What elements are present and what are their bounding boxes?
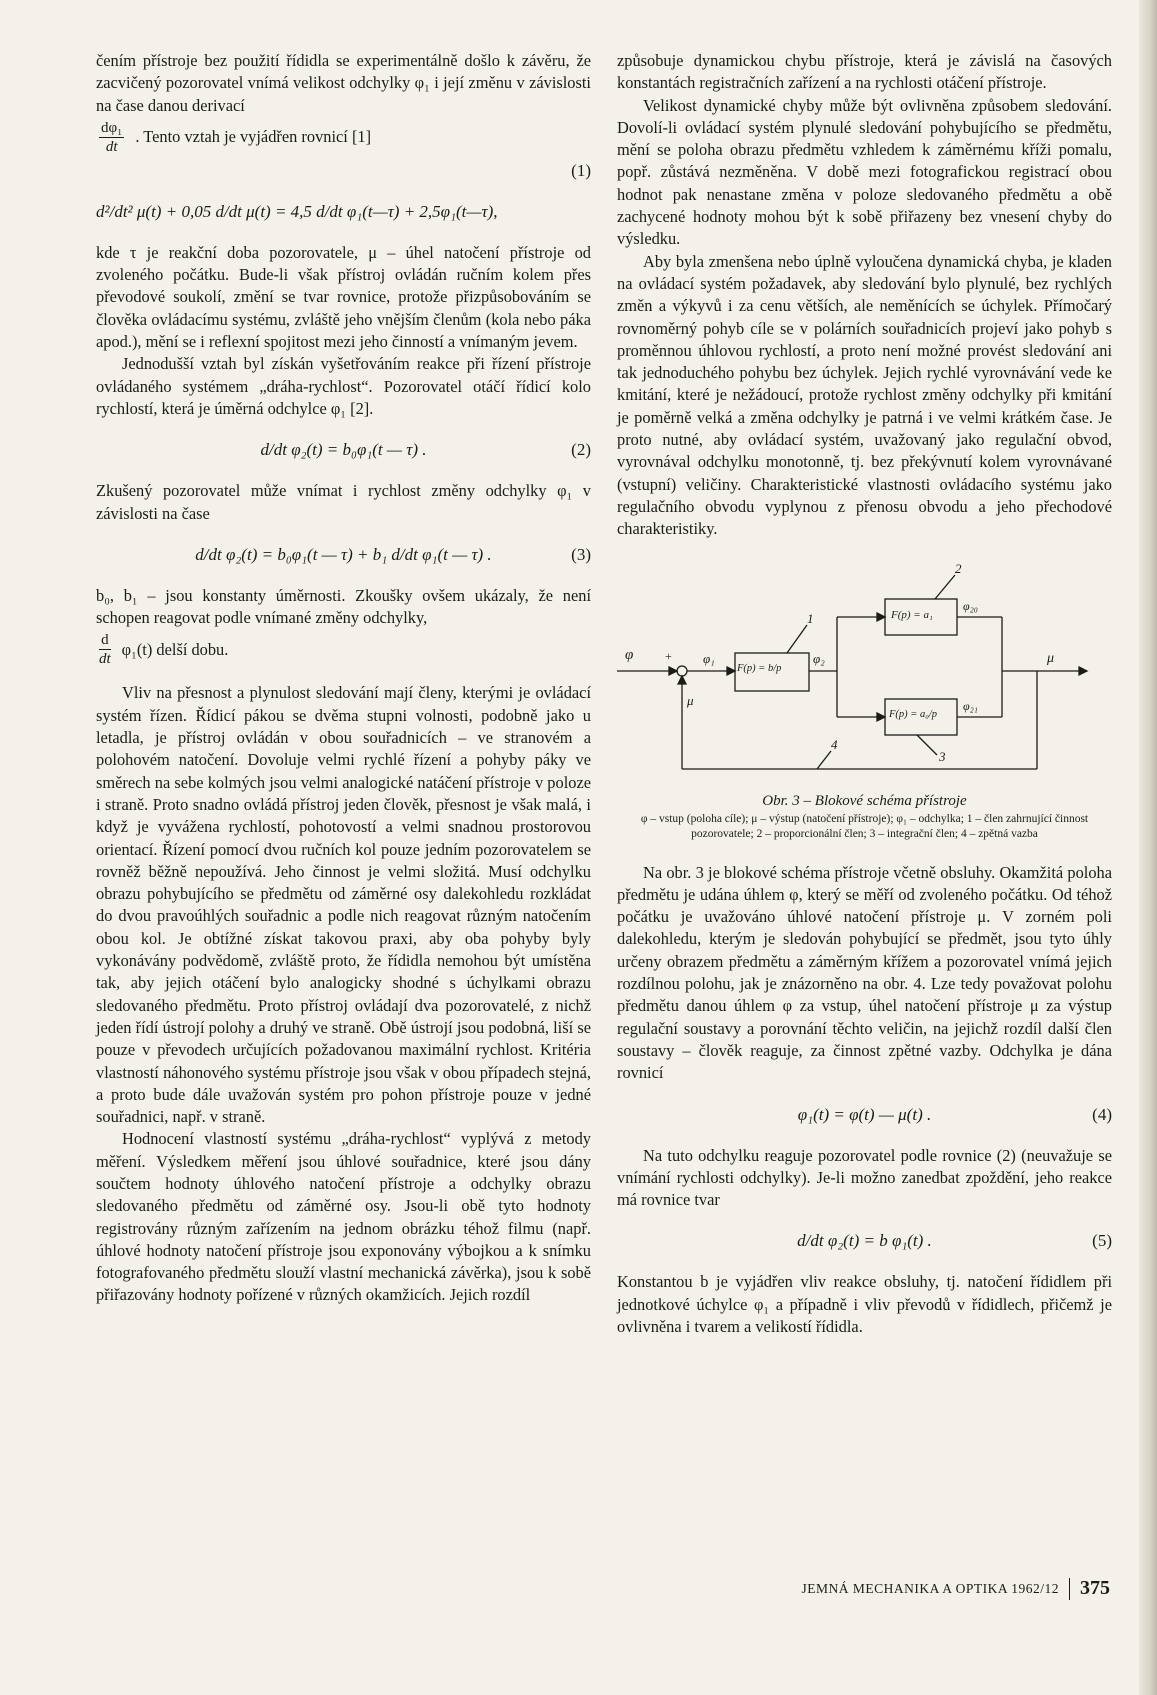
equation-number: (2): [571, 440, 591, 460]
equation-4: [617, 1091, 1112, 1139]
signal-label: φ₂₁: [963, 698, 978, 713]
summing-sign: +: [665, 648, 672, 663]
input-label: φ: [625, 646, 634, 663]
equation-number: (4): [1092, 1104, 1112, 1124]
block-diagram: [617, 559, 1112, 789]
callout-number: 4: [831, 736, 838, 752]
derivative-line: [96, 119, 591, 156]
equation-number: (5): [1092, 1231, 1112, 1251]
fraction: [99, 631, 111, 668]
equation-number: (1): [571, 160, 591, 180]
fraction-denominator: dt: [99, 651, 111, 668]
paragraph: Velikost dynamické chyby může být ovlivněna způsobem sledování. Dovolí-li ovládací systém plynulé sledování pohybujícího se předmětu, mění se poloha obrazu předmětu vzhledem k záměrnému kříži pomalu, popř. zůstává nezměněna. V době mezi fotografickou registrací obou hodnot pak nenastane změna v poloze sledovaného předmětu a obě zachycené hodnoty mohou být k sobě přiřazeny bez vnesení chyby do výsledku.: [617, 95, 1112, 249]
observer-block-label: F(p) = b/p: [737, 662, 782, 674]
block-diagram-figure: [617, 559, 1112, 789]
page-footer: [780, 1577, 1110, 1600]
proportional-block-label: F(p) = a₁: [891, 608, 933, 621]
callout-number: 1: [807, 610, 814, 626]
callout-number: 2: [955, 560, 962, 576]
paragraph: Konstantou b je vyjádřen vliv reakce obsluhy, tj. natočení řídidlem při jednotkové úchylce φ₁ a případně i vliv převodů v řídidlech, přičemž je ovlivněna i tvarem a velikostí řídidla.: [617, 1272, 1112, 1336]
equation-number-row: [96, 160, 591, 182]
paragraph: Na obr. 3 je blokové schéma přístroje včetně obsluhy. Okamžitá poloha předmětu je udána úhlem φ, který se měří od zvoleného počátku. Od téhož počátku je uvažováno úhlové natočení přístroje μ. V zorném poli dalekohledu, kterým je sledován pohybující se předmět, jsou tyto úhly určeny obrazem předmětu a záměrným křížem a pozorovatel vnímá jejich rozdílnou polohu, jak je znázorněno na obr. 4. Lze tedy považovat polohu předmětu danou úhlem φ za vstup, úhel natočení přístroje μ za výstup regulační soustavy a porovnání těchto veličin, na jejichž rozdíl další člen soustavy – člověk reaguje, za činnost zpětné vazby. Odchylka je dána rovnicí: [617, 862, 1112, 1083]
paragraph: kde τ je reakční doba pozorovatele, μ – úhel natočení přístroje od zvoleného počátku. Bude-li však přístroj ovládán ručním kolem přes převodové soukolí, změní se tvar rovnice, protože přizpůsobováním se člověka ovládacímu systému, zvláště jeho vnějším členům (kola nebo páka apod.), mění se i reflexní spojitost mezi jeho činností a vnímaným jevem.: [96, 242, 591, 352]
signal-label: φ₂₀: [963, 598, 978, 613]
integral-block-label: F(p) = a₀/p: [889, 708, 938, 720]
fraction: [99, 119, 124, 156]
fraction-numerator: dφ₁: [101, 119, 123, 136]
sentence-text: φ₁(t) delší dobu.: [121, 639, 229, 659]
error-label: φ₁: [703, 650, 715, 666]
fraction-denominator: dt: [105, 138, 118, 155]
paragraph: Zkušený pozorovatel může vnímat i rychlost změny odchylky φ₁ v závislosti na čase: [96, 481, 591, 523]
equation-text: φ₁(t) = φ(t) — μ(t) .: [797, 1104, 932, 1124]
left-column: [96, 50, 591, 1307]
right-column: [617, 50, 1112, 1338]
page-number: 375: [1080, 1577, 1110, 1599]
equation-text: d²/dt² μ(t) + 0,05 d/dt μ(t) = 4,5 d/dt φ₁(t—τ) + 2,5φ₁(t—τ),: [96, 201, 498, 221]
paragraph: Na tuto odchylku reaguje pozorovatel podle rovnice (2) (neuvažuje se vnímání rychlosti odchylky). Je-li možno zanedbat zpoždění, jeho reakce má rovnice tvar: [617, 1145, 1112, 1210]
callout-number: 3: [939, 748, 946, 764]
footer-divider: [1069, 1578, 1070, 1600]
paragraph: čením přístroje bez použití řídidla se experimentálně došlo k závěru, že zacvičený pozorovatel vnímá velikost odchylky φ₁ i její změnu v závislosti na čase danou derivací: [96, 51, 591, 115]
sentence-text: . Tento vztah je vyjádřen rovnicí [1]: [135, 127, 372, 147]
paragraph: b₀, b₁ – jsou konstanty úměrnosti. Zkoušky ovšem ukázaly, že není schopen reagovat podle vnímané změny odchylky,: [96, 585, 591, 628]
feedback-label: μ: [687, 692, 694, 708]
equation-text: d/dt φ₂(t) = b₀φ₁(t — τ) .: [260, 440, 427, 460]
figure-caption-title: Obr. 3 – Blokové schéma přístroje: [762, 792, 967, 809]
equation-1: [96, 188, 591, 236]
journal-title: JEMNÁ MECHANIKA A OPTIKA 1962/12: [801, 1580, 1059, 1596]
paragraph: Hodnocení vlastností systému „dráha-rychlost“ vyplývá z metody měření. Výsledkem měření jsou úhlové souřadnice, které jsou dány součtem hodnoty úhlového natočení přístroje a odchylky obrazu sledovaného předmětu od záměrné osy. Jsou-li obě tyto hodnoty registrovány různým zařízením na jednom obrázku téhož filmu (např. úhlové hodnoty natočení přístroje jsou exponovány výbojkou a k snímku fotografovaného předmětu slouží vlastní mechanická závěrka), jsou k sobě přiřazovány hodnoty pořízené v různých okamžicích. Jejich rozdíl: [96, 1129, 591, 1305]
figure-caption-body: φ – vstup (poloha cíle); μ – výstup (natočení přístroje); φ₁ – odchylka; 1 – člen zahrnující činnost pozorovatele; 2 – proporcionální člen; 3 – integrační člen; 4 – zpětná vazba: [640, 812, 1089, 840]
equation-3: [96, 531, 591, 579]
paragraph: Jednodušší vztah byl získán vyšetřováním reakce při řízení přístroje ovládaného systémem „dráha-rychlost“. Pozorovatel otáčí řídicí kolo rychlostí, která je úměrná odchylce φ₁ [2].: [96, 354, 591, 418]
paragraph: způsobuje dynamickou chybu přístroje, která je závislá na časových konstantách registračních zařízení a na rychlosti otáčení přístroje.: [617, 51, 1112, 93]
signal-label: φ₂: [813, 650, 825, 666]
equation-5: [617, 1217, 1112, 1265]
derivative-line: [96, 631, 591, 668]
paragraph: Aby byla zmenšena nebo úplně vyloučena dynamická chyba, je kladen na ovládací systém požadavek, aby sledování bylo plynulé, bez rychlých změn a výkyvů i za cenu větších, ale neměnících se úchylek. Přímočarý rovnoměrný pohyb cíle se v polárních souřadnicích projeví jako pohyb s proměnnou úhlovou rychlostí, a proto není možné provést sledování ani tak jednoduchého pohybu bez úchylek. Jejich rychlé vyrovnávání vede ke kmitání, které je nežádoucí, protože rychlost změny odchylky při kmitání je poměrně velká a změna odchylky je patrná i ve velmi krátkém čase. Je proto nutné, aby ovládací systém, uvažovaný jako regulační obvod, vyrovnával odchylku monotonně, tj. bez překývnutí kolem vyrovnávané (vstupní) veličiny. Charakteristické vlastnosti ovládacího systému jako regulačního obvodu vyplynou z přenosu obvodu a jeho přechodové charakteristiky.: [617, 251, 1112, 539]
equation-2: [96, 426, 591, 474]
fraction-numerator: d: [101, 632, 109, 649]
equation-text: d/dt φ₂(t) = b φ₁(t) .: [797, 1231, 932, 1251]
equation-number: (3): [571, 544, 591, 564]
output-label: μ: [1047, 650, 1055, 666]
page-binding-edge: [1139, 0, 1157, 1695]
equation-text: d/dt φ₂(t) = b₀φ₁(t — τ) + b₁ d/dt φ₁(t — τ) .: [195, 544, 492, 564]
paragraph: Vliv na přesnost a plynulost sledování mají členy, kterými je ovládací systém řízen. Řídicí pákou se dvěma stupni volnosti, podobně jako u letadla, je přístroj ovládán v obou souřadnicích – ve stranovém a polohovém natočení. Dovoluje velmi rychlé řízení a pohyby páky ve směrech na sebe kolmých jsou velmi analogické natáčení přístroje v poloze i straně. Proto snadno ovládá přístroj jeden člověk, přesnost je však malá, i když je vyvážena rychlostí, pohotovostí a velmi snadnou prostorovou orientací. Řízení pomocí dvou ručních kol pouze jedním pozorovatelem se rovněž běžně nepoužívá. Jeho činnost je velmi složitá. Musí odchylku obrazu pohybujícího se předmětu od záměrné osy dalekohledu rozkládat do dvou pravoúhlých souřadnic a podle nich reagovat různým natočením obou kol. Je obtížné získat takovou praxi, aby oba pohyby byly vykonávány podvědomě, zvláště proto, že řídidla nemohou být umístěna tak, aby jejich otáčení bylo analogicky shodné s úchylkami obrazu sledovaného předmětu. Proto přístroj ovládají dva pozorovatelé, z nichž jeden řídí ústrojí polohy a druhý ve straně. Obě ústrojí jsou podobná, liší se pouze v převodech určujících požadovanou maximální rychlost. Kritéria vlastností náhonového systému přístroje jsou však v obou případech stejná, a proto bude dále uvažován systém pro pohon přístroje pouze v jedné souřadnici, např. v straně.: [96, 683, 591, 1127]
